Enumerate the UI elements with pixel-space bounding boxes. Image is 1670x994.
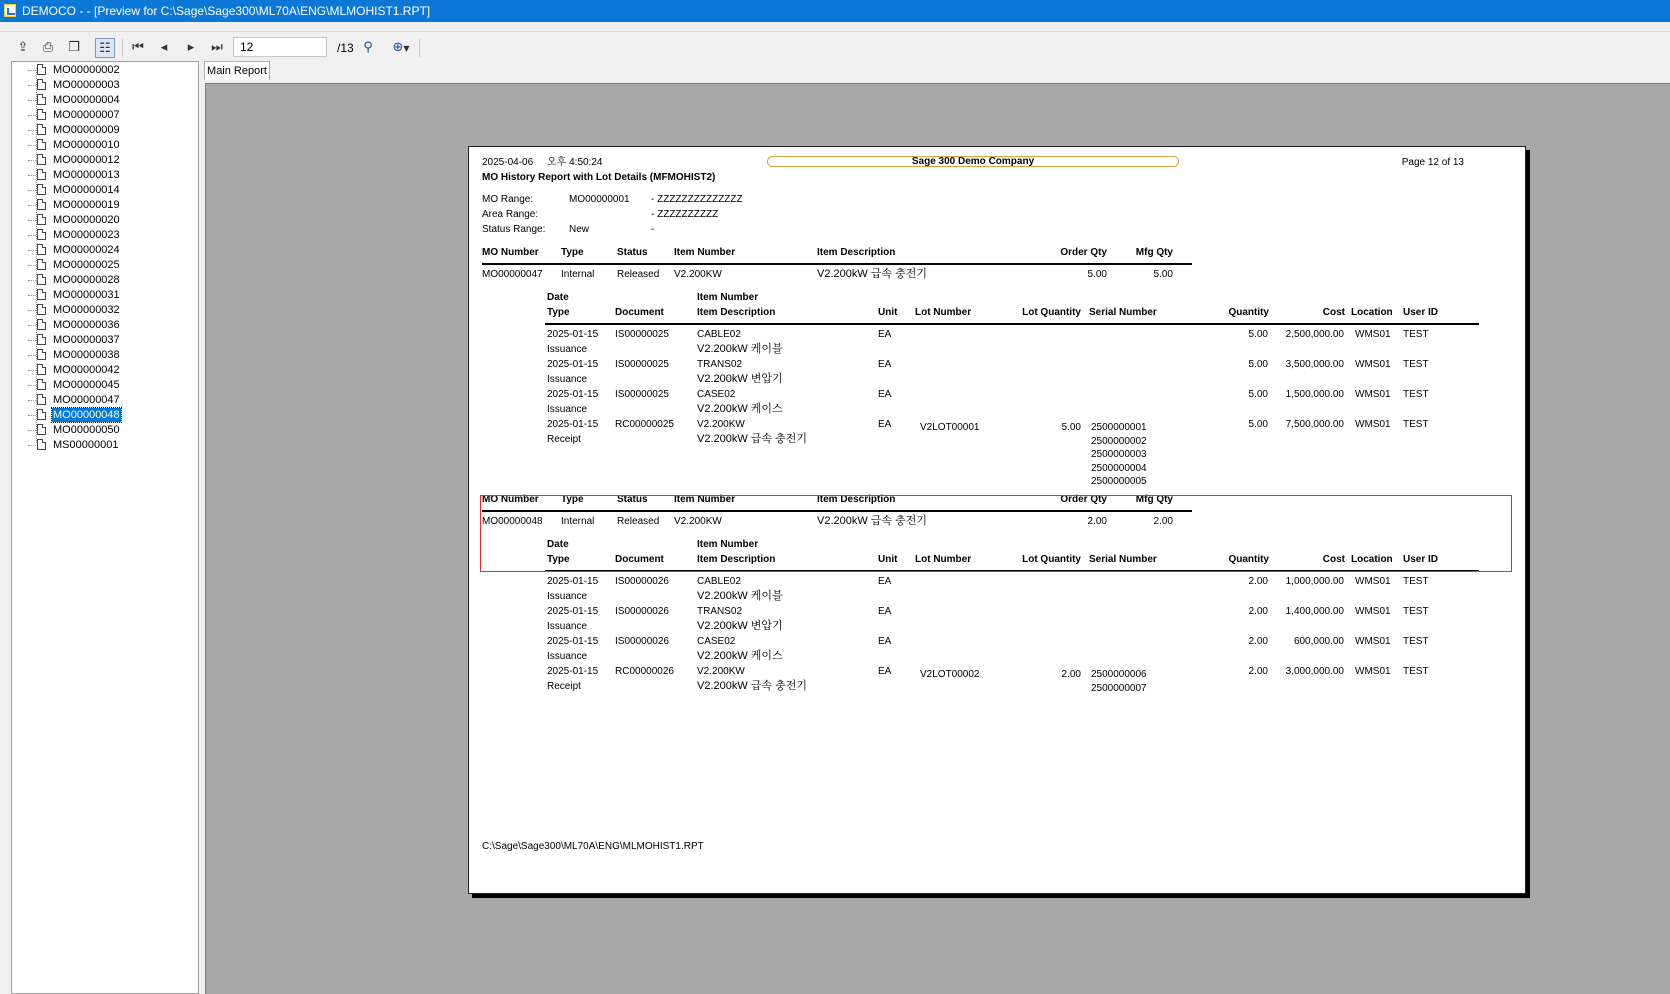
range-from: New [569,224,590,235]
detail-description: V2.200kW 변압기 [697,373,783,385]
report-page [468,146,1526,894]
range-label: Area Range: [482,209,539,220]
mo-item: V2.200KW [674,516,722,527]
detail-date: 2025-01-15 [547,636,599,647]
mo-type: Internal [561,269,595,280]
detail-unit: EA [878,606,892,617]
group-tree[interactable] [11,61,199,994]
detail-location: WMS01 [1355,606,1391,617]
document-icon [37,244,46,255]
tree-item-label: MO00000004 [53,94,120,106]
detail-header-serial-number: Serial Number [1089,307,1157,318]
detail-header-lot-number: Lot Number [915,307,972,318]
detail-document: IS00000026 [615,636,669,647]
mo-header-order-qty: Order Qty [1060,494,1107,505]
detail-header-quantity: Quantity [1228,307,1269,318]
mo-header-status: Status [617,247,648,258]
document-icon [37,259,46,270]
detail-location: WMS01 [1355,359,1391,370]
report-viewer[interactable] [205,83,1670,994]
tree-item-label: MO00000009 [53,124,120,136]
detail-item: V2.200KW [697,419,745,430]
document-icon [37,439,46,450]
detail-header-cost: Cost [1322,554,1345,565]
detail-header-unit: Unit [878,307,898,318]
detail-item: TRANS02 [697,606,743,617]
document-icon [37,154,46,165]
detail-header-lot-number: Lot Number [915,554,972,565]
tree-item-label: MS00000001 [53,439,119,451]
report-time: 오후 4:50:24 [547,157,603,168]
detail-item: CABLE02 [697,329,741,340]
detail-quantity: 5.00 [1248,329,1268,340]
page-total: /13 [337,41,354,55]
print-icon[interactable]: ⎙ [42,40,54,55]
prev-page-icon[interactable]: ◂ [160,40,168,55]
detail-document: RC00000026 [615,666,674,677]
detail-type: Issuance [547,404,588,415]
detail-description: V2.200kW 급속 충전기 [697,433,807,445]
tree-item-label: MO00000024 [53,244,120,256]
detail-description: V2.200kW 케이스 [697,403,783,415]
tree-item-label: MO00000014 [53,184,120,196]
range-label: MO Range: [482,194,534,205]
range-from: MO00000001 [569,194,630,205]
mo-header-mo-number: MO Number [482,247,539,258]
detail-user: TEST [1403,389,1429,400]
tree-item-label: MO00000031 [53,289,120,301]
mo-header-rule [482,263,1192,265]
detail-type: Issuance [547,591,588,602]
detail-header-quantity: Quantity [1228,554,1269,565]
document-icon [37,124,46,135]
detail-header-lot-quantity: Lot Quantity [1022,307,1081,318]
document-icon [37,199,46,210]
detail-header-document: Document [615,554,664,565]
report-footer-path: C:\Sage\Sage300\ML70A\ENG\MLMOHIST1.RPT [482,841,704,852]
mo-header-mo-number: MO Number [482,494,539,505]
page-number-input[interactable] [233,37,327,57]
detail-quantity: 2.00 [1248,666,1268,677]
document-icon [37,349,46,360]
detail-cost: 2,500,000.00 [1285,329,1344,340]
app-icon [4,4,16,17]
detail-description: V2.200kW 케이블 [697,590,783,602]
mo-header-mfg-qty: Mfg Qty [1135,247,1173,258]
detail-lot-number: V2LOT00002 [920,669,980,680]
document-icon [37,184,46,195]
mo-header-item-description: Item Description [817,494,896,505]
binoculars-icon[interactable]: ⚲ [363,40,373,55]
tab-main-report[interactable]: Main Report [204,61,270,80]
detail-location: WMS01 [1355,636,1391,647]
detail-location: WMS01 [1355,389,1391,400]
detail-unit: EA [878,666,892,677]
mo-mfg-qty: 5.00 [1153,269,1173,280]
tree-item-label: MO00000002 [53,64,120,76]
mo-type: Internal [561,516,595,527]
detail-type: Receipt [547,434,581,445]
document-icon [37,274,46,285]
mo-header-type: Type [561,494,584,505]
tree-item-label: MO00000048 [53,409,120,421]
window-title: DEMOCO - - [Preview for C:\Sage\Sage300\ML70A\ENG\MLMOHIST1.RPT] [22,4,431,18]
document-icon [37,424,46,435]
company-name: Sage 300 Demo Company [911,156,1035,167]
next-page-icon[interactable]: ▸ [187,40,195,55]
detail-quantity: 2.00 [1248,636,1268,647]
tree-item-label: MO00000050 [53,424,120,436]
detail-cost: 7,500,000.00 [1285,419,1344,430]
detail-type: Receipt [547,681,581,692]
document-icon [37,319,46,330]
tab-bar [199,61,1670,83]
detail-quantity: 2.00 [1248,606,1268,617]
detail-unit: EA [878,636,892,647]
detail-date: 2025-01-15 [547,389,599,400]
detail-header-rule [545,323,1479,325]
detail-serial-number: 2500000005 [1091,476,1147,487]
detail-document: IS00000025 [615,389,669,400]
detail-header-item-description: Item Description [697,554,776,565]
first-page-icon[interactable]: ⏮ [132,40,144,55]
detail-lot-quantity: 2.00 [1061,669,1081,680]
mo-header-item-number: Item Number [674,247,736,258]
tree-item-label: MO00000003 [53,79,120,91]
group-tree-icon[interactable]: ☷ [95,38,115,58]
detail-serial-number: 2500000003 [1091,449,1147,460]
export-icon[interactable]: ⇪ [17,40,29,55]
detail-cost: 3,000,000.00 [1285,666,1344,677]
selection-highlight [480,495,1512,572]
page-indicator: Page 12 of 13 [1401,157,1464,168]
tree-item-label: MO00000036 [53,319,120,331]
detail-date: 2025-01-15 [547,329,599,340]
detail-date: 2025-01-15 [547,606,599,617]
detail-header-item-number: Item Number [697,292,759,303]
detail-header-item-number: Item Number [697,539,759,550]
mo-order-qty: 2.00 [1087,516,1107,527]
detail-serial-number: 2500000002 [1091,435,1147,447]
detail-location: WMS01 [1355,576,1391,587]
mo-header-item-description: Item Description [817,247,896,258]
zoom-icon[interactable]: ⊕▼ [392,40,410,55]
detail-type: Issuance [547,344,588,355]
document-icon [37,214,46,225]
detail-serial-number: 2500000006 [1091,669,1147,680]
detail-header-unit: Unit [878,554,898,565]
report-date: 2025-04-06 [482,157,534,168]
document-icon [37,139,46,150]
detail-header-lot-quantity: Lot Quantity [1022,554,1081,565]
detail-header-item-description: Item Description [697,307,776,318]
detail-date: 2025-01-15 [547,419,599,430]
mo-number: MO00000047 [482,269,543,280]
tree-item-label: MO00000047 [53,394,120,406]
detail-document: IS00000025 [615,359,669,370]
detail-unit: EA [878,419,892,430]
mo-order-qty: 5.00 [1087,269,1107,280]
detail-cost: 3,500,000.00 [1285,359,1344,370]
range-to: - [651,224,655,235]
detail-item: CABLE02 [697,576,741,587]
detail-document: RC00000025 [615,419,674,430]
detail-cost: 1,400,000.00 [1285,606,1344,617]
detail-header-location: Location [1351,554,1393,565]
detail-cost: 1,500,000.00 [1285,389,1344,400]
report-title: MO History Report with Lot Details (MFMOHIST2) [482,172,716,183]
detail-location: WMS01 [1355,419,1391,430]
tree-item-label: MO00000012 [53,154,120,166]
detail-date: 2025-01-15 [547,666,599,677]
detail-header-type: Type [547,307,570,318]
detail-user: TEST [1403,359,1429,370]
document-icon [37,109,46,120]
tree-item-label: MO00000037 [53,334,120,346]
detail-description: V2.200kW 변압기 [697,620,783,632]
detail-date: 2025-01-15 [547,359,599,370]
detail-header-date: Date [547,292,569,303]
detail-date: 2025-01-15 [547,576,599,587]
detail-user: TEST [1403,329,1429,340]
detail-serial-number: 2500000007 [1091,682,1147,694]
detail-item: V2.200KW [697,666,745,677]
detail-user: TEST [1403,576,1429,587]
detail-document: IS00000026 [615,576,669,587]
detail-description: V2.200kW 케이블 [697,343,783,355]
tree-item-label: MO00000019 [53,199,120,211]
detail-type: Issuance [547,651,588,662]
detail-item: CASE02 [697,636,736,647]
detail-unit: EA [878,389,892,400]
detail-quantity: 5.00 [1248,419,1268,430]
detail-user: TEST [1403,419,1429,430]
detail-user: TEST [1403,636,1429,647]
detail-cost: 1,000,000.00 [1285,576,1344,587]
tree-item-label: MO00000020 [53,214,120,226]
detail-quantity: 2.00 [1248,576,1268,587]
detail-user: TEST [1403,666,1429,677]
detail-description: V2.200kW 케이스 [697,650,783,662]
range-to: - ZZZZZZZZZZ [651,209,719,220]
document-icon [37,79,46,90]
title-bar [0,0,1670,22]
document-icon [37,409,46,420]
document-icon [37,304,46,315]
detail-type: Issuance [547,621,588,632]
tree-item-label: MO00000028 [53,274,120,286]
mo-header-item-number: Item Number [674,494,736,505]
tree-item-label: MO00000025 [53,259,120,271]
tree-item-label: MO00000038 [53,349,120,361]
detail-user: TEST [1403,606,1429,617]
detail-cost: 600,000.00 [1293,636,1344,647]
detail-location: WMS01 [1355,329,1391,340]
mo-status: Released [617,269,660,280]
tree-item-label: MO00000023 [53,229,120,241]
toolbar [0,31,1670,62]
mo-header-status: Status [617,494,648,505]
detail-lot-number: V2LOT00001 [920,422,980,433]
detail-header-cost: Cost [1322,307,1345,318]
mo-status: Released [617,516,660,527]
copy-icon[interactable]: ❐ [68,40,80,55]
document-icon [37,289,46,300]
detail-header-serial-number: Serial Number [1089,554,1157,565]
document-icon [37,169,46,180]
detail-type: Issuance [547,374,588,385]
range-to: - ZZZZZZZZZZZZZZ [651,194,743,205]
detail-serial-number: 2500000001 [1091,422,1147,433]
document-icon [37,379,46,390]
mo-item: V2.200KW [674,269,722,280]
document-icon [37,64,46,75]
document-icon [37,229,46,240]
detail-description: V2.200kW 급속 충전기 [697,680,807,692]
detail-location: WMS01 [1355,666,1391,677]
detail-quantity: 5.00 [1248,359,1268,370]
detail-header-user-id: User ID [1403,554,1439,565]
mo-header-order-qty: Order Qty [1060,247,1107,258]
detail-lot-quantity: 5.00 [1061,422,1081,433]
mo-header-mfg-qty: Mfg Qty [1135,494,1173,505]
tree-item-label: MO00000045 [53,379,120,391]
detail-header-type: Type [547,554,570,565]
tree-item-label: MO00000007 [53,109,120,121]
tree-item-label: MO00000032 [53,304,120,316]
mo-number: MO00000048 [482,516,543,527]
detail-unit: EA [878,329,892,340]
detail-header-user-id: User ID [1403,307,1439,318]
range-label: Status Range: [482,224,546,235]
document-icon [37,364,46,375]
detail-document: IS00000025 [615,329,669,340]
detail-serial-number: 2500000004 [1091,462,1147,474]
mo-header-type: Type [561,247,584,258]
document-icon [37,394,46,405]
detail-item: CASE02 [697,389,736,400]
detail-unit: EA [878,359,892,370]
mo-description: V2.200kW 급속 충전기 [817,515,927,527]
detail-header-date: Date [547,539,569,550]
detail-unit: EA [878,576,892,587]
detail-header-document: Document [615,307,664,318]
detail-quantity: 5.00 [1248,389,1268,400]
detail-item: TRANS02 [697,359,743,370]
detail-header-location: Location [1351,307,1393,318]
tree-item-label: MO00000010 [53,139,120,151]
document-icon [37,94,46,105]
mo-description: V2.200kW 급속 충전기 [817,268,927,280]
detail-document: IS00000026 [615,606,669,617]
mo-mfg-qty: 2.00 [1153,516,1173,527]
tree-item-label: MO00000042 [53,364,120,376]
tree-item-label: MO00000013 [53,169,120,181]
last-page-icon[interactable]: ⏭ [211,40,223,55]
document-icon [37,334,46,345]
